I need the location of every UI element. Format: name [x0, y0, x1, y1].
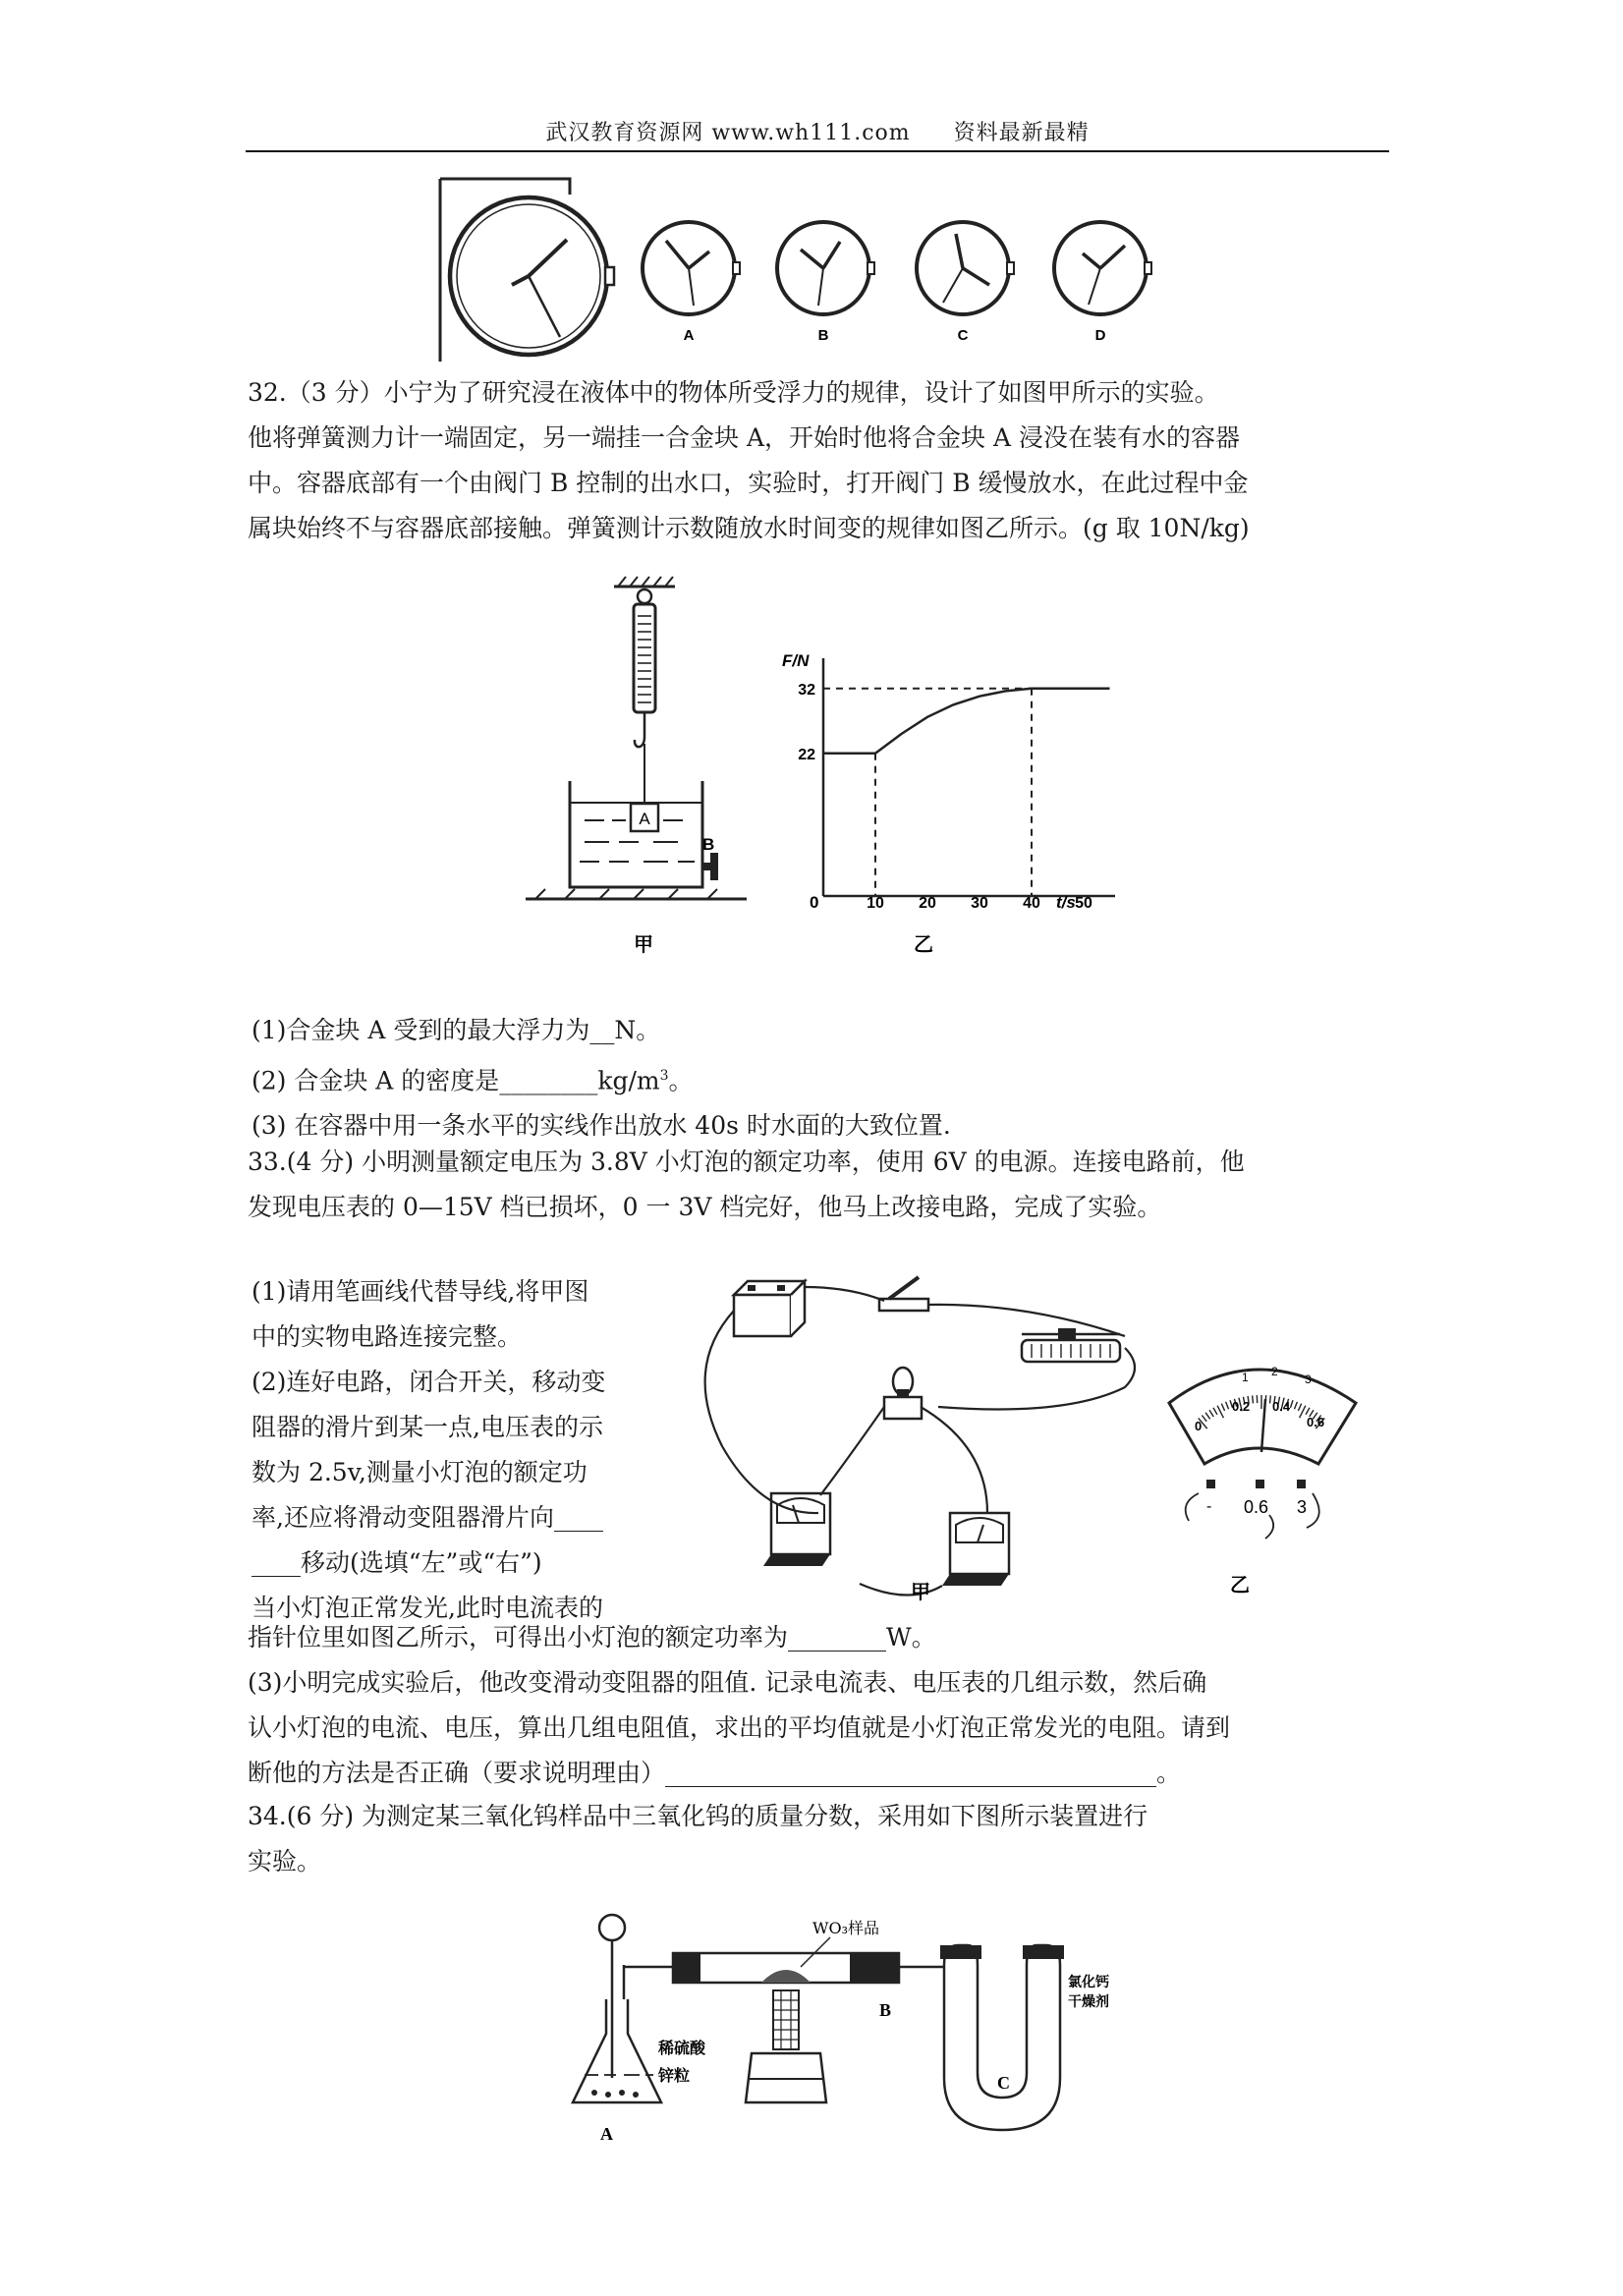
- clock-label-b: B: [817, 327, 829, 344]
- q33-left-line-1: (1)请用笔画线代替导线,将甲图: [252, 1277, 589, 1306]
- q32-line-2: 他将弹簧测力计一端固定，另一端挂一合金块 A，开始时他将合金块 A 浸没在装有水的容器: [248, 423, 1240, 452]
- q32-subquestions: [252, 1008, 951, 1148]
- clock-option-a: [643, 222, 740, 314]
- q34-apparatus-figure: [565, 1906, 1109, 2152]
- desiccant-line1: 氯化钙: [1068, 1975, 1109, 1990]
- q33-fig-jia-label: 甲: [911, 1580, 930, 1603]
- clock-option-d: [1054, 222, 1151, 314]
- origin-label: 0: [810, 893, 819, 912]
- header-slogan: 资料最新最精: [953, 121, 1090, 145]
- fig-yi-label: 乙: [914, 932, 933, 956]
- clock-figure: [432, 175, 1179, 366]
- terminal-3: 3: [1297, 1497, 1308, 1517]
- x-axis-label: t/s: [1056, 893, 1076, 912]
- voltmeter: [942, 1513, 1009, 1586]
- dial-label-02: 0.2: [1232, 1399, 1251, 1414]
- lamp: [884, 1368, 922, 1419]
- mirror-frame: [440, 179, 570, 195]
- dial-label-0: 0: [1195, 1419, 1203, 1433]
- q33-after-4: 断他的方法是否正确（要求说明理由）________________________________________。: [248, 1759, 1182, 1787]
- terminal-06: 0.6: [1244, 1497, 1269, 1517]
- q33-after-1: 指针位里如图乙所示，可得出小灯泡的额定功率为________W。: [248, 1623, 936, 1652]
- header-divider: [246, 150, 1389, 152]
- alcohol-lamp: [746, 1990, 826, 2102]
- series-line: [823, 689, 1110, 754]
- acid-label: 稀硫酸: [658, 2039, 706, 2057]
- label-a: A: [600, 2124, 613, 2144]
- q32-line-1: 32.（3 分）小宁为了研究浸在液体中的物体所受浮力的规律，设计了如图甲所示的实验。: [248, 378, 1219, 407]
- valve-b-label: B: [702, 835, 715, 854]
- q32-sub2-sup: 3: [659, 1068, 669, 1084]
- q33-left-line-3: (2)连好电路，闭合开关，移动变: [252, 1368, 606, 1396]
- clock-label-a: A: [683, 327, 695, 344]
- q33-line-1: 33.(4 分) 小明测量额定电压为 3.8V 小灯泡的额定功率，使用 6V 的电源。连接电路前，他: [248, 1148, 1245, 1176]
- x-tick-label: 30: [971, 895, 988, 912]
- q33-continued: [248, 1615, 1230, 1796]
- q32-sub3: (3) 在容器中用一条水平的实线作出放水 40s 时水面的大致位置.: [252, 1111, 951, 1141]
- q34-line-2: 实验。: [248, 1847, 322, 1876]
- dial-tick: [1253, 1395, 1254, 1403]
- switch: [879, 1277, 928, 1311]
- q32-line-4: 属块始终不与容器底部接触。弹簧测计示数随放水时间变的规律如图乙所示。(g 取 10N/kg): [248, 514, 1250, 542]
- x-tick-label: 40: [1023, 895, 1040, 912]
- fig-jia-label: 甲: [634, 932, 653, 956]
- x-tick-label: 50: [1075, 895, 1092, 912]
- q32-sub2-blank[interactable]: ________: [499, 1066, 598, 1095]
- combustion-tube-b: [673, 1953, 936, 1983]
- q32-sub2-end: 。: [668, 1066, 694, 1095]
- reference-clock: [450, 197, 614, 355]
- q33-left-line-2: 中的实物电路连接完整。: [252, 1322, 523, 1351]
- q32-statement: [248, 370, 1250, 551]
- clock-option-b: [777, 222, 874, 314]
- u-tube-c: [936, 1945, 1064, 2130]
- q33-left-line-4: 阻器的滑片到某一点,电压表的示: [252, 1413, 603, 1441]
- label-c: C: [997, 2073, 1010, 2093]
- q33-left-line-6: 率,还应将滑动变阻器滑片向____: [252, 1503, 603, 1532]
- q33-after-3: 认小灯泡的电流、电压，算出几组电阻值，求出的平均值就是小灯泡正常发光的电阻。请到: [248, 1713, 1231, 1742]
- q33-fig-yi-label: 乙: [1230, 1573, 1250, 1596]
- battery: [734, 1281, 805, 1336]
- q32-sub1: (1)合金块 A 受到的最大浮力为__N。: [252, 1016, 661, 1044]
- terminal-minus: -: [1206, 1498, 1212, 1515]
- q33-left-line-8: 当小灯泡正常发光,此时电流表的: [252, 1594, 603, 1622]
- x-tick-label: 10: [867, 895, 884, 912]
- q33-line-2: 发现电压表的 0—15V 档已损坏，0 一 3V 档完好，他马上改接电路，完成了实验。: [248, 1193, 1162, 1221]
- clock-label-d: D: [1094, 327, 1106, 344]
- q32-line-3: 中。容器底部有一个由阀门 B 控制的出水口，实验时，打开阀门 B 缓慢放水，在此过程中金: [248, 469, 1249, 497]
- q32-sub2-prefix: (2) 合金块 A 的密度是: [252, 1066, 500, 1095]
- dial-top-2: 2: [1271, 1365, 1278, 1378]
- label-b: B: [879, 2000, 892, 2020]
- dial-label-04: 0.4: [1272, 1399, 1291, 1414]
- zinc-label: 锌粒: [658, 2066, 691, 2085]
- q33-after-2: (3)小明完成实验后，他改变滑动变阻器的阻值. 记录电流表、电压表的几组示数，然后确: [248, 1668, 1207, 1697]
- q34-statement: [248, 1794, 1147, 1884]
- dial-tick: [1270, 1395, 1271, 1403]
- rheostat: [1022, 1328, 1120, 1362]
- ammeter: [763, 1493, 830, 1566]
- clock-label-c: C: [957, 327, 969, 344]
- q33-circuit-figure: [693, 1260, 1154, 1603]
- y-tick-label: 22: [798, 746, 815, 763]
- desiccant-line2: 干燥剂: [1068, 1994, 1109, 2010]
- q32-sub2-unit: kg/m: [597, 1066, 660, 1095]
- q32-fig-jia: [516, 575, 761, 968]
- q33-left-line-7: ____移动(选填“左”或“右”): [252, 1548, 542, 1577]
- q33-left-line-5: 数为 2.5v,测量小灯泡的额定功: [252, 1458, 588, 1486]
- header-site: 武汉教育资源网 www.wh111.com: [545, 121, 911, 145]
- page-header: [246, 116, 1389, 146]
- q33-ammeter-dial: [1159, 1346, 1385, 1601]
- x-tick-label: 20: [919, 895, 936, 912]
- y-tick-label: 32: [798, 681, 815, 699]
- q33-left-column: [252, 1269, 605, 1631]
- clock-option-c: [917, 222, 1014, 314]
- sample-label: WO₃样品: [812, 1919, 879, 1937]
- q32-sub2: [252, 1053, 951, 1103]
- y-axis-label: F/N: [782, 651, 810, 670]
- dial-label-06: 0.6: [1307, 1415, 1325, 1429]
- q33-statement: [248, 1140, 1245, 1230]
- q34-line-1: 34.(6 分) 为测定某三氧化钨样品中三氧化钨的质量分数，采用如下图所示装置进行: [248, 1802, 1148, 1830]
- q32-fig-yi-chart: [776, 639, 1130, 973]
- dial-top-1: 1: [1242, 1371, 1249, 1384]
- dial-top-3: 3: [1305, 1372, 1312, 1386]
- block-a-label: A: [639, 810, 650, 828]
